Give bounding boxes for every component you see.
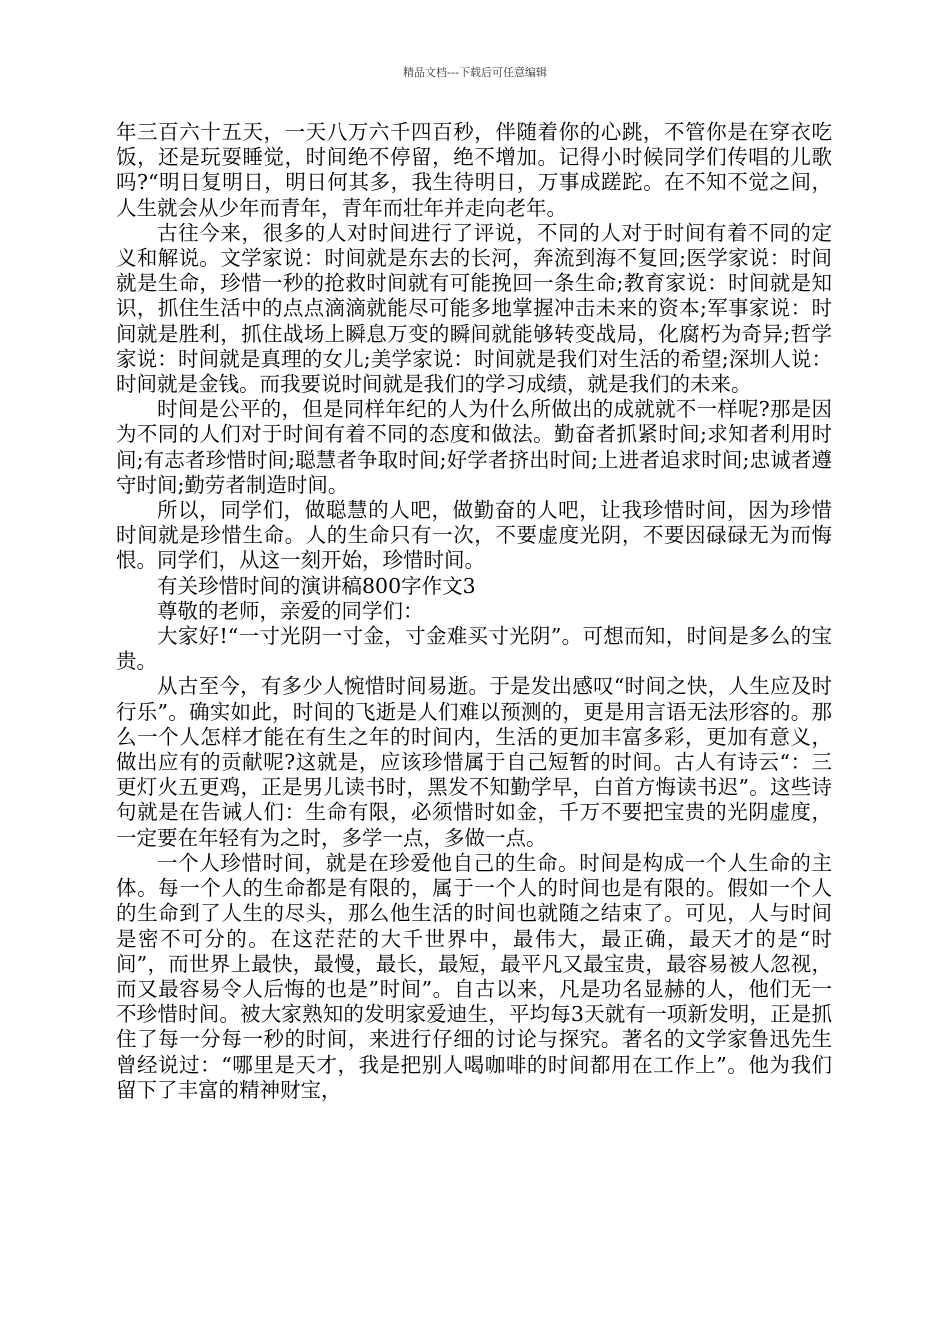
paragraph: 古往今来，很多的人对时间进行了评说，不同的人对于时间有着不同的定义和解说。文学家说：时间就是东去的长河，奔流到海不复回;医学家说：时间就是生命，珍惜一秒的抢救时间就有可能挽回一条生命;教育家说：时间就是知识，抓住生活中的点点滴滴就能尽可能多地掌握冲击未来的资本;军事家说：时间就是胜利，抓住战场上瞬息万变的瞬间就能够转变战局，化腐朽为奇异;哲学家说：时间就是真理的女儿;美学家说：时间就是我们对生活的希望;深圳人说：时间就是金钱。而我要说时间就是我们的学习成绩，就是我们的未来。	[116, 220, 832, 397]
paragraph: 从古至今，有多少人惋惜时间易逝。于是发出感叹“时间之快，人生应及时行乐”。确实如此，时间的飞逝是人们难以预测的，更是用言语无法形容的。那么一个人怎样才能在有生之年的时间内，生活的更加丰富多彩，更加有意义，做出应有的贡献呢?这就是，应该珍惜属于自己短暂的时间。古人有诗云“：三更灯火五更鸡，正是男儿读书时，黑发不知勤学早，白首方悔读书迟”。这些诗句就是在告诫人们：生命有限，必须惜时如金，千万不要把宝贵的光阴虚度，一定要在年轻有为之时，多学一点，多做一点。	[116, 674, 832, 850]
page-header: 精品文档---下载后可任意编辑	[403, 66, 547, 79]
document-body	[116, 120, 832, 1103]
paragraph: 大家好!“一寸光阴一寸金，寸金难买寸光阴”。可想而知，时间是多么的宝贵。	[116, 624, 832, 674]
section-title: 有关珍惜时间的演讲稿800字作文3	[157, 573, 476, 598]
paragraph: 年三百六十五天，一天八万六千四百秒，伴随着你的心跳，不管你是在穿衣吃饭，还是玩耍睡觉，时间绝不停留，绝不增加。记得小时候同学们传唱的儿歌吗?“明日复明日，明日何其多，我生待明日，万事成蹉跎。在不知不觉之间，人生就会从少年而青年，青年而壮年并走向老年。	[116, 120, 832, 220]
paragraph: 所以，同学们，做聪慧的人吧，做勤奋的人吧，让我珍惜时间，因为珍惜时间就是珍惜生命。人的生命只有一次，不要虚度光阴，不要因碌碌无为而悔恨。同学们，从这一刻开始，珍惜时间。	[116, 498, 832, 573]
salutation: 尊敬的老师，亲爱的同学们：	[157, 598, 424, 623]
paragraph: 一个人珍惜时间，就是在珍爱他自己的生命。时间是构成一个人生命的主体。每一个人的生命都是有限的，属于一个人的时间也是有限的。假如一个人的生命到了人生的尽头，那么他生活的时间也就随之结束了。可见，人与时间是密不可分的。在这茫茫的大千世界中，最伟大，最正确，最天才的是“时间”，而世界上最快，最慢，最长，最短，最平凡又最宝贵，最容易被人忽视，而又最容易令人后悔的也是”时间”。自古以来，凡是功名显赫的人，他们无一不珍惜时间。被大家熟知的发明家爱迪生，平均每3天就有一项新发明，正是抓住了每一分每一秒的时间，来进行仔细的讨论与探究。著名的文学家鲁迅先生曾经说过：“哪里是天才，我是把别人喝咖啡的时间都用在工作上”。他为我们留下了丰富的精神财宝，	[116, 850, 832, 1102]
paragraph: 时间是公平的，但是同样年纪的人为什么所做出的成就就不一样呢?那是因为不同的人们对于时间有着不同的态度和做法。勤奋者抓紧时间;求知者利用时间;有志者珍惜时间;聪慧者争取时间;好学者挤出时间;上进者追求时间;忠诚者遵守时间;勤劳者制造时间。	[116, 397, 832, 497]
